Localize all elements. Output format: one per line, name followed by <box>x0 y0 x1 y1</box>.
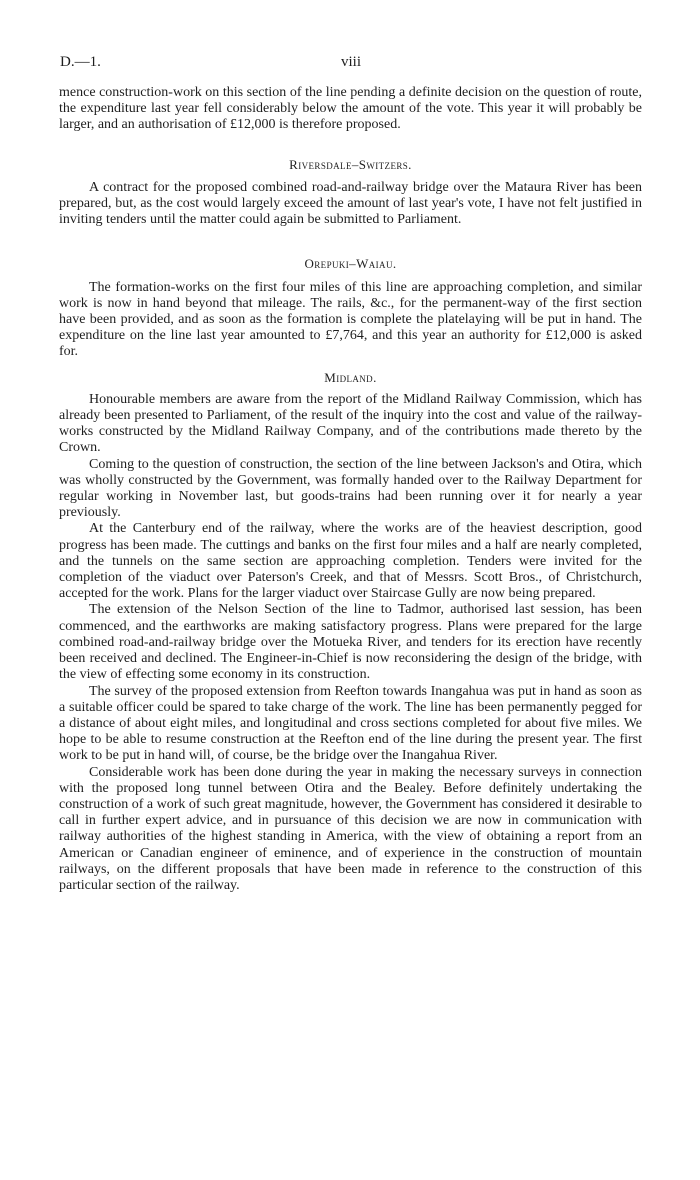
paragraph: Coming to the question of construction, the section of the line between Jackson's and Otira, which was wholly constructed by the Government, was formally handed over to the Railway Department for regular working in November last, but goods-trains had been running over it for nearly a year previously. <box>59 456 642 521</box>
paragraph: The extension of the Nelson Section of the line to Tadmor, authorised last session, has been commenced, and the earthworks are making satisfactory progress. Plans were prepared for the large combined road-and-railway bridge over the Motueka River, and tenders for its erection have recently been received and declined. The Engineer-in-Chief is now reconsidering the design of the bridge, with the view of effecting some economy in its construction. <box>59 602 642 683</box>
document-reference: D.—1. <box>60 54 101 70</box>
paragraph: The formation-works on the first four miles of this line are approaching completion, and similar work is now in hand beyond that mileage. The rails, &c., for the permanent-way of the first section have been provided, and as soon as the formation is complete the platelaying will be put in hand. The expenditure on the line last year amounted to £7,764, and this year an authority for £12,000 is asked for. <box>59 279 642 360</box>
section-heading-midland: Midland. <box>324 369 377 385</box>
paragraph: At the Canterbury end of the railway, where the works are of the heaviest description, good progress has been made. The cuttings and banks on the first four miles and a half are nearly completed, and the tunnels on the same section are approaching completion. Tenders were invited for the completion of the viaduct over Paterson's Creek, and that of Messrs. Scott Bros., of Christchurch, accepted for the work. Plans for the larger viaduct over Staircase Gully are now being prepared. <box>59 521 642 602</box>
section-heading-orepuki-waiau: Orepuki–Waiau. <box>304 256 397 272</box>
page-header <box>60 54 642 76</box>
paragraph: Honourable members are aware from the report of the Midland Railway Commission, which has already been presented to Parliament, of the result of the inquiry into the cost and value of the railway-works constructed by the Midland Railway Company, and of the contributions made thereto by the Crown. <box>59 391 642 456</box>
page-number: viii <box>340 54 361 70</box>
paragraph: Considerable work has been done during the year in making the necessary surveys in connection with the proposed long tunnel between Otira and the Bealey. Before definitely undertaking the construction of a work of such great magnitude, however, the Government has considered it desirable to call in further expert advice, and in pursuance of this decision we are now in communication with railway authorities of the highest standing in America, with the view of obtaining a report from an American or Canadian engineer of eminence, and of experience in the construction of mountain railways, on the different proposals that have been made in reference to the construction of this particular section of the railway. <box>59 764 642 893</box>
paragraph: The survey of the proposed extension from Reefton towards Inangahua was put in hand as soon as a suitable officer could be spared to take charge of the work. The line has been permanently pegged for a distance of about eight miles, and longitudinal and cross sections completed for about five miles. We hope to be able to resume construction at the Reefton end of the line during the present year. The first work to be put in hand will, of course, be the bridge over the Inangahua River. <box>59 683 642 764</box>
paragraph: A contract for the proposed combined road-and-railway bridge over the Mataura River has been prepared, but, as the cost would largely exceed the amount of last year's vote, I have not felt justified in inviting tenders until the matter could again be submitted to Parliament. <box>59 179 642 228</box>
section-heading-riversdale-switzers: Riversdale–Switzers. <box>289 156 412 172</box>
intro-paragraph: mence construction-work on this section of the line pending a definite decision on the question of route, the expenditure last year fell considerably below the amount of the vote. This year it will probably be larger, and an authorisation of £12,000 is therefore proposed. <box>59 85 642 133</box>
page-body <box>59 85 642 894</box>
